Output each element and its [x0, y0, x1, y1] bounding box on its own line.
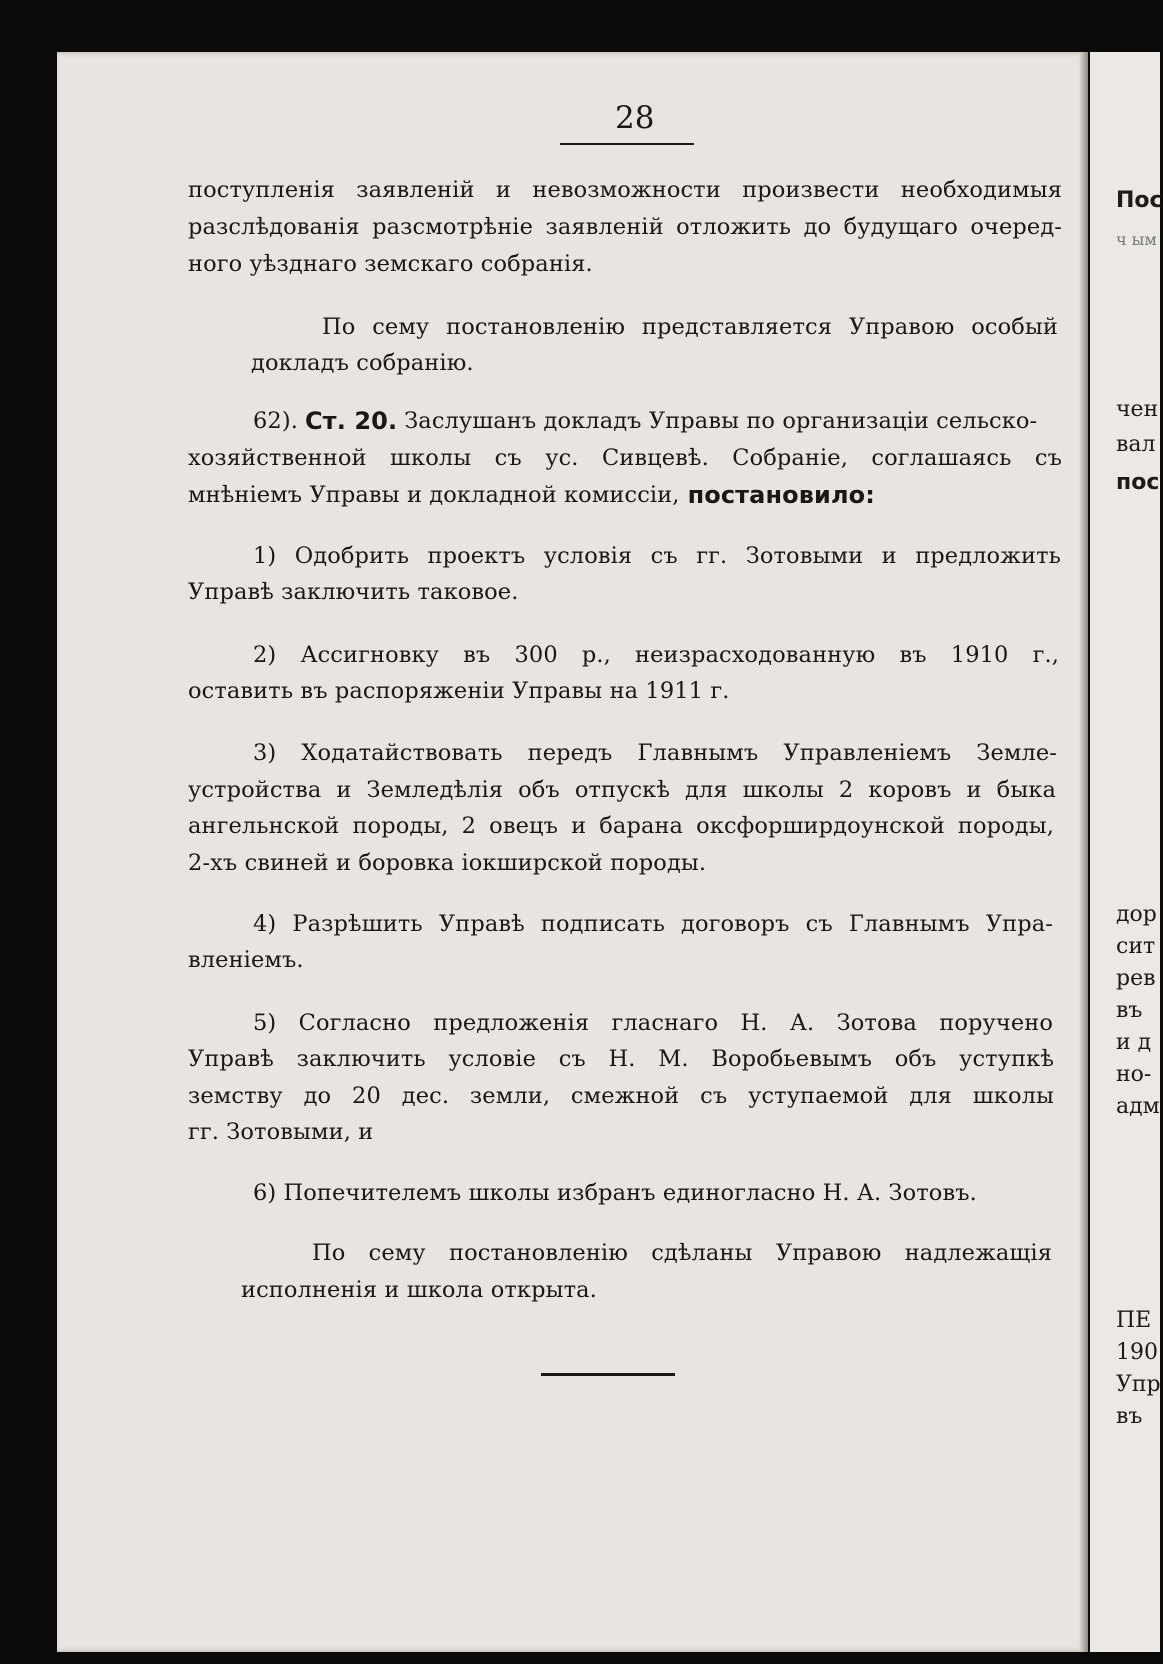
facing-fragment: въ [1116, 998, 1143, 1023]
facing-fragment: 190 [1116, 1340, 1158, 1365]
text-line: хозяйственной школы съ ус. Сивцевѣ. Собраніе, соглашаясь съ [188, 445, 1062, 471]
list-item-line: гг. Зотовыми, и [188, 1119, 374, 1145]
list-item-line: вленіемъ. [188, 947, 304, 973]
text-line: исполненія и школа открыта. [241, 1277, 597, 1303]
facing-fragment: чен [1116, 397, 1159, 422]
text-fragment: мнѣніемъ Управы и докладной комиссіи, [188, 482, 680, 508]
list-item-line: 2) Ассигновку въ 300 р., неизрасходованную въ 1910 г., [253, 642, 1059, 668]
text-line: докладъ собранію. [251, 350, 474, 376]
resolution-heading-line [253, 406, 1063, 436]
page-edge [1080, 52, 1088, 1652]
list-item-line: 1) Одобрить проектъ условія съ гг. Зотовыми и предложить [253, 543, 1061, 569]
text-line [188, 480, 875, 510]
list-item-line: ангельнской породы, 2 овецъ и барана оксфорширдоунской породы, [188, 813, 1054, 839]
list-item-line: земству до 20 дес. земли, смежной съ уступаемой для школы [188, 1083, 1054, 1109]
facing-fragment: Упр [1116, 1372, 1161, 1397]
text-line: По сему постановленію сдѣланы Управою надлежащія [312, 1240, 1052, 1266]
list-item-line: устройства и Земледѣлія объ отпускѣ для школы 2 коровъ и быка [188, 777, 1056, 803]
facing-fragment: въ [1116, 1404, 1143, 1429]
text-fragment: Заслушанъ докладъ Управы по организаціи сельско- [404, 408, 1038, 434]
facing-page [1090, 52, 1163, 1652]
facing-fragment: адм [1116, 1094, 1160, 1119]
decision-label: постановило: [687, 481, 875, 509]
resolution-number: 62). [253, 408, 298, 434]
text-line: По сему постановленію представляется Управою особый [322, 314, 1058, 340]
text-line: поступленія заявленій и невозможности произвести необходимыя [188, 177, 1062, 203]
page-number: 28 [615, 100, 655, 136]
list-item-line: 5) Согласно предложенія гласнаго Н. А. Зотова поручено [253, 1010, 1053, 1036]
list-item-line: оставить въ распоряженіи Управы на 1911 г. [188, 678, 730, 704]
facing-fragment: Пос [1116, 188, 1163, 213]
facing-fragment: рев [1116, 966, 1156, 991]
list-item-line: 2-хъ свиней и боровка іокширской породы. [188, 850, 707, 876]
facing-fragment: вал [1116, 432, 1156, 457]
facing-fragment: дор [1116, 902, 1157, 927]
article-label: Ст. 20. [304, 407, 398, 435]
list-item-line: Управѣ заключить таковое. [188, 579, 519, 605]
facing-fragment: ч ым [1116, 230, 1157, 249]
list-item-line: 6) Попечителемъ школы избранъ единогласно Н. А. Зотовъ. [253, 1180, 977, 1206]
header-rule [560, 143, 694, 145]
facing-fragment: сит [1116, 934, 1156, 959]
end-rule [541, 1373, 675, 1376]
text-line: ного уѣзднаго земскаго собранія. [188, 251, 593, 277]
facing-fragment: ПЕ [1116, 1308, 1152, 1333]
facing-fragment: и д [1116, 1030, 1152, 1055]
list-item-line: 4) Разрѣшить Управѣ подписать договоръ съ Главнымъ Упра- [253, 911, 1053, 937]
facing-fragment: но- [1116, 1062, 1152, 1087]
facing-fragment: пос [1116, 470, 1160, 495]
list-item-line: Управѣ заключить условіе съ Н. М. Воробьевымъ объ уступкѣ [188, 1046, 1054, 1072]
text-line: разслѣдованія разсмотрѣніе заявленій отложить до будущаго очеред- [188, 214, 1062, 240]
list-item-line: 3) Ходатайствовать передъ Главнымъ Управленіемъ Земле- [253, 740, 1057, 766]
